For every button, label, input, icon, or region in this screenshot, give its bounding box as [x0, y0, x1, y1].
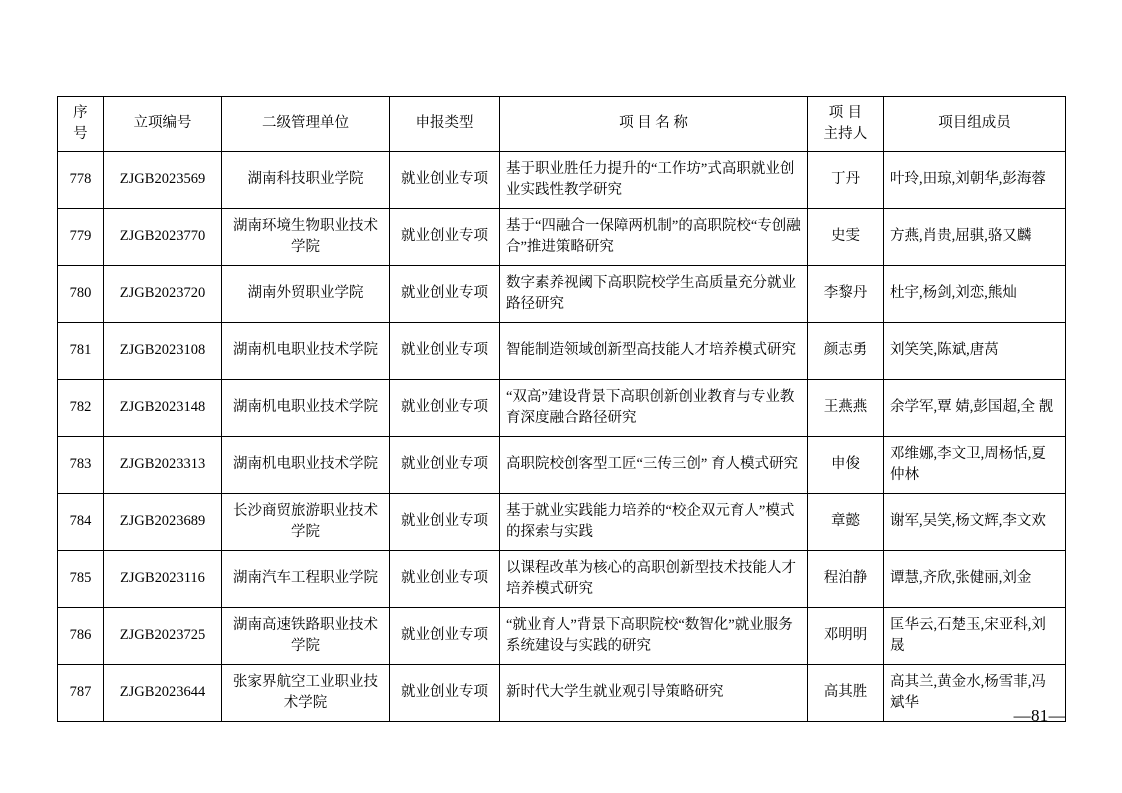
cell-title: 基于职业胜任力提升的“工作坊”式高职就业创业实践性教学研究 — [500, 152, 808, 209]
cell-seq: 787 — [58, 665, 104, 722]
cell-code: ZJGB2023720 — [104, 266, 222, 323]
cell-seq: 781 — [58, 323, 104, 380]
cell-title: 以课程改革为核心的高职创新型技术技能人才培养模式研究 — [500, 551, 808, 608]
cell-seq: 778 — [58, 152, 104, 209]
cell-host: 邓明明 — [808, 608, 884, 665]
table-row — [58, 323, 1066, 380]
cell-code: ZJGB2023569 — [104, 152, 222, 209]
cell-host: 丁丹 — [808, 152, 884, 209]
cell-host: 王燕燕 — [808, 380, 884, 437]
cell-code: ZJGB2023644 — [104, 665, 222, 722]
table-row — [58, 551, 1066, 608]
cell-code: ZJGB2023108 — [104, 323, 222, 380]
cell-code: ZJGB2023148 — [104, 380, 222, 437]
cell-unit: 张家界航空工业职业技术学院 — [222, 665, 390, 722]
column-header-members: 项目组成员 — [884, 97, 1066, 152]
cell-type: 就业创业专项 — [390, 551, 500, 608]
cell-code: ZJGB2023770 — [104, 209, 222, 266]
cell-type: 就业创业专项 — [390, 380, 500, 437]
cell-unit: 湖南环境生物职业技术学院 — [222, 209, 390, 266]
table-row — [58, 608, 1066, 665]
cell-unit: 湖南机电职业技术学院 — [222, 380, 390, 437]
cell-unit: 湖南机电职业技术学院 — [222, 323, 390, 380]
cell-code: ZJGB2023313 — [104, 437, 222, 494]
cell-host: 高其胜 — [808, 665, 884, 722]
cell-seq: 779 — [58, 209, 104, 266]
cell-seq: 785 — [58, 551, 104, 608]
column-header-seq-line1: 序 — [73, 104, 88, 121]
cell-unit: 湖南机电职业技术学院 — [222, 437, 390, 494]
table-header-row — [58, 97, 1066, 152]
cell-title: 高职院校创客型工匠“三传三创” 育人模式研究 — [500, 437, 808, 494]
table-row — [58, 494, 1066, 551]
cell-host: 颜志勇 — [808, 323, 884, 380]
column-header-code: 立项编号 — [104, 97, 222, 152]
project-list-table — [57, 96, 1066, 722]
cell-type: 就业创业专项 — [390, 152, 500, 209]
page-number: —81— — [1013, 706, 1066, 725]
cell-type: 就业创业专项 — [390, 209, 500, 266]
cell-host: 申俊 — [808, 437, 884, 494]
cell-seq: 780 — [58, 266, 104, 323]
cell-members: 叶玲,田琼,刘朝华,彭海蓉 — [884, 152, 1066, 209]
cell-members: 匡华云,石楚玉,宋亚科,刘晟 — [884, 608, 1066, 665]
cell-members: 高其兰,黄金水,杨雪菲,冯斌华 — [884, 665, 1066, 722]
table-body — [58, 152, 1066, 722]
cell-host: 史雯 — [808, 209, 884, 266]
cell-type: 就业创业专项 — [390, 266, 500, 323]
column-header-seq-line2: 号 — [73, 126, 88, 142]
table-row — [58, 380, 1066, 437]
column-header-host-line2: 主持人 — [823, 126, 868, 142]
cell-seq: 783 — [58, 437, 104, 494]
cell-seq: 784 — [58, 494, 104, 551]
cell-type: 就业创业专项 — [390, 608, 500, 665]
cell-code: ZJGB2023725 — [104, 608, 222, 665]
table-row — [58, 437, 1066, 494]
column-header-host-line1: 项 目 — [828, 104, 863, 121]
table-row — [58, 665, 1066, 722]
cell-title: 智能制造领域创新型高技能人才培养模式研究 — [500, 323, 808, 380]
cell-code: ZJGB2023116 — [104, 551, 222, 608]
cell-members: 方燕,肖贵,屈骐,骆又麟 — [884, 209, 1066, 266]
table-row — [58, 152, 1066, 209]
cell-members: 杜宇,杨剑,刘恋,熊灿 — [884, 266, 1066, 323]
cell-type: 就业创业专项 — [390, 665, 500, 722]
table-row — [58, 266, 1066, 323]
cell-title: 新时代大学生就业观引导策略研究 — [500, 665, 808, 722]
cell-title: 数字素养视阈下高职院校学生高质量充分就业路径研究 — [500, 266, 808, 323]
cell-type: 就业创业专项 — [390, 437, 500, 494]
cell-code: ZJGB2023689 — [104, 494, 222, 551]
cell-seq: 782 — [58, 380, 104, 437]
cell-unit: 湖南汽车工程职业学院 — [222, 551, 390, 608]
table-header — [58, 97, 1066, 152]
cell-seq: 786 — [58, 608, 104, 665]
table-row — [58, 209, 1066, 266]
cell-unit: 湖南外贸职业学院 — [222, 266, 390, 323]
cell-unit: 长沙商贸旅游职业技术学院 — [222, 494, 390, 551]
cell-members: 谢军,吴笑,杨文辉,李文欢 — [884, 494, 1066, 551]
column-header-type: 申报类型 — [390, 97, 500, 152]
cell-unit: 湖南高速铁路职业技术学院 — [222, 608, 390, 665]
cell-members: 刘笑笑,陈斌,唐莴 — [884, 323, 1066, 380]
column-header-seq — [58, 97, 104, 152]
cell-members: 谭慧,齐欣,张健丽,刘金 — [884, 551, 1066, 608]
cell-host: 李黎丹 — [808, 266, 884, 323]
cell-members: 邓维娜,李文卫,周杨恬,夏仲林 — [884, 437, 1066, 494]
cell-title: 基于“四融合一保障两机制”的高职院校“专创融合”推进策略研究 — [500, 209, 808, 266]
column-header-host — [808, 97, 884, 152]
cell-type: 就业创业专项 — [390, 323, 500, 380]
column-header-title: 项 目 名 称 — [500, 97, 808, 152]
cell-unit: 湖南科技职业学院 — [222, 152, 390, 209]
cell-host: 程泊静 — [808, 551, 884, 608]
project-table-container — [57, 96, 1065, 722]
cell-title: 基于就业实践能力培养的“校企双元育人”模式的探索与实践 — [500, 494, 808, 551]
cell-host: 章懿 — [808, 494, 884, 551]
cell-members: 余学军,覃 婧,彭国超,全 靓 — [884, 380, 1066, 437]
column-header-unit: 二级管理单位 — [222, 97, 390, 152]
cell-type: 就业创业专项 — [390, 494, 500, 551]
cell-title: “双高”建设背景下高职创新创业教育与专业教育深度融合路径研究 — [500, 380, 808, 437]
cell-title: “就业育人”背景下高职院校“数智化”就业服务系统建设与实践的研究 — [500, 608, 808, 665]
